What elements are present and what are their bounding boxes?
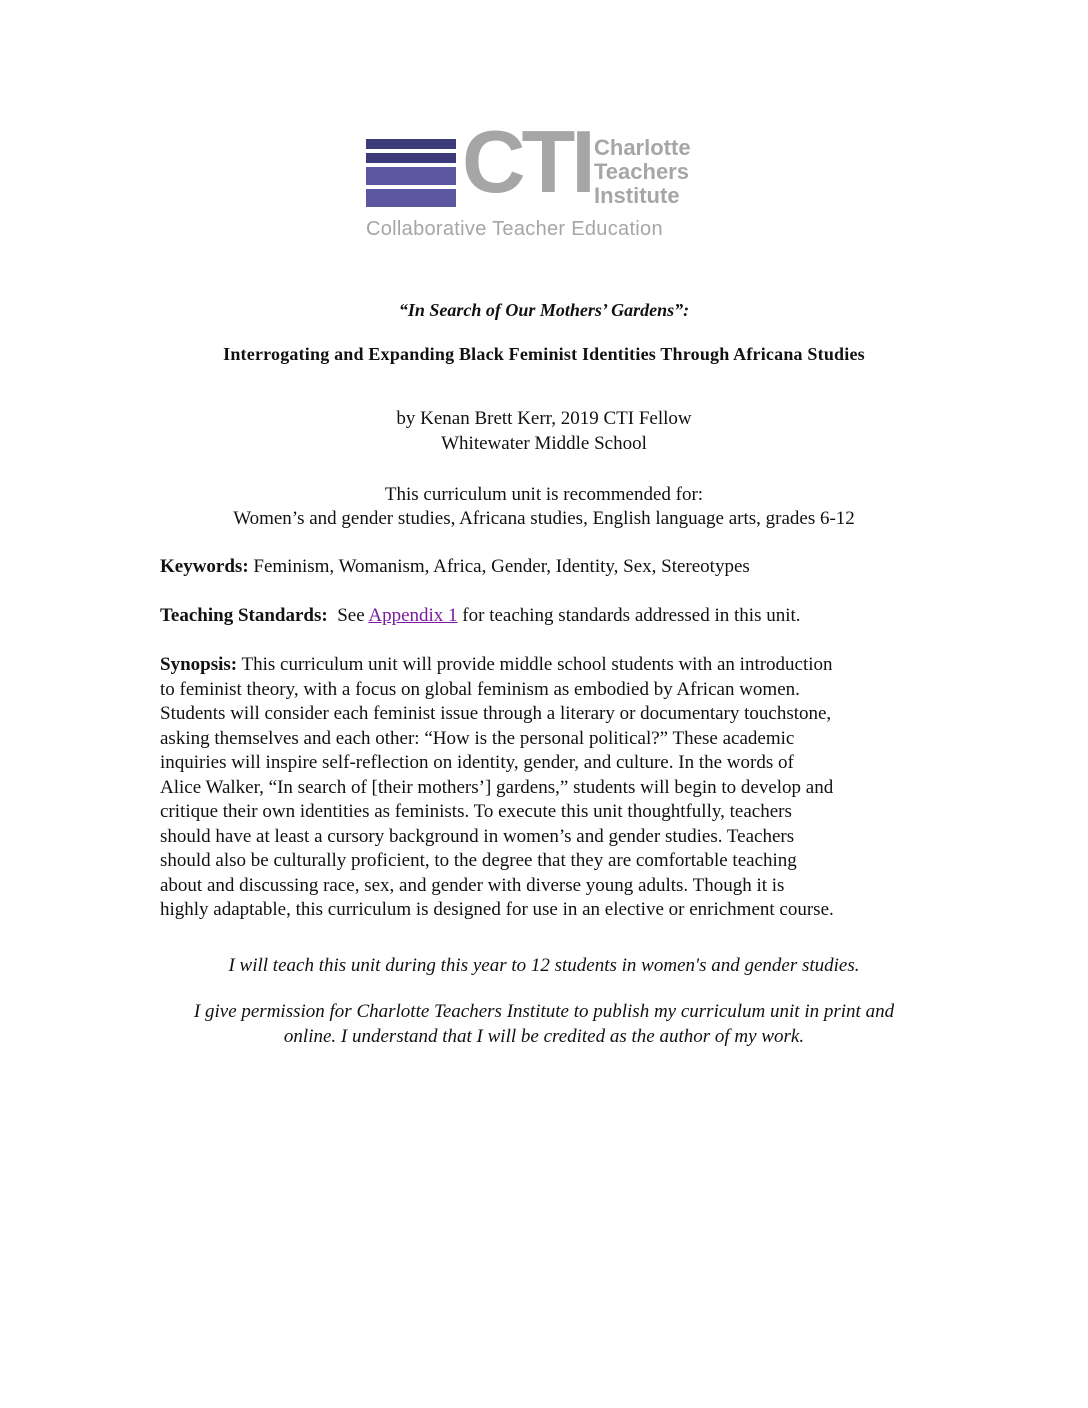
standards-paragraph	[160, 604, 930, 629]
synopsis-line: Alice Walker, “In search of [their mothers’] gardens,” students will begin to develop and	[160, 776, 834, 798]
appendix-1-link[interactable]: Appendix 1	[368, 605, 458, 626]
keywords-label: Keywords:	[160, 556, 249, 577]
logo-org-line: Teachers	[594, 159, 689, 184]
synopsis-line: highly adaptable, this curriculum is designed for use in an elective or enrichment course.	[160, 899, 834, 920]
cti-logo	[366, 112, 726, 246]
logo-org-line: Institute	[594, 183, 680, 208]
permission-statement-line: I give permission for Charlotte Teachers Institute to publish my curriculum unit in print and	[193, 1001, 895, 1022]
synopsis-line: inquiries will inspire self-reflection on identity, gender, and culture. In the words of	[160, 752, 794, 773]
recommended-for: Women’s and gender studies, Africana studies, English language arts, grades 6-12	[233, 508, 855, 529]
standards-label: Teaching Standards:	[160, 605, 328, 626]
logo-bars-icon	[366, 139, 456, 205]
synopsis-line: should also be culturally proficient, to the degree that they are comfortable teaching	[160, 850, 797, 871]
permission-statement-line: online. I understand that I will be credited as the author of my work.	[283, 1026, 805, 1047]
standards-post: for teaching standards addressed in this unit.	[457, 605, 801, 626]
synopsis-paragraph	[160, 653, 930, 923]
synopsis-label: Synopsis:	[160, 654, 238, 675]
synopsis-line: asking themselves and each other: “How is the personal political?” These academic	[160, 727, 795, 749]
synopsis-line: about and discussing race, sex, and gender with diverse young adults. Though it is	[160, 874, 785, 896]
synopsis-line: to feminist theory, with a focus on global feminism as embodied by African women.	[160, 678, 800, 700]
standards-pre: See	[327, 605, 369, 626]
recommended-intro: This curriculum unit is recommended for:	[384, 484, 704, 505]
keywords-text: Feminism, Womanism, Africa, Gender, Identity, Sex, Stereotypes	[248, 556, 750, 577]
synopsis-line: should have at least a cursory background in women’s and gender studies. Teachers	[160, 825, 795, 847]
synopsis-line: Synopsis: This curriculum unit will provide middle school students with an introduction	[160, 654, 833, 675]
teaching-note: I will teach this unit during this year to 12 students in women's and gender studies.	[228, 955, 860, 976]
synopsis-line: critique their own identities as feminists. To execute this unit thoughtfully, teachers	[160, 801, 792, 822]
document-subtitle: Interrogating and Expanding Black Feminist Identities Through Africana Studies	[223, 344, 865, 364]
logo-tagline: Collaborative Teacher Education	[366, 218, 663, 240]
logo-org-name	[594, 136, 691, 208]
author-line: by Kenan Brett Kerr, 2019 CTI Fellow	[396, 408, 692, 429]
logo-mark: CTI	[462, 112, 592, 211]
document-title: “In Search of Our Mothers’ Gardens”:	[398, 300, 690, 320]
keywords-paragraph	[160, 555, 930, 580]
logo-org-line: Charlotte	[594, 135, 691, 160]
synopsis-line: Students will consider each feminist issue through a literary or documentary touchstone,	[160, 703, 832, 724]
school-name: Whitewater Middle School	[441, 433, 647, 454]
